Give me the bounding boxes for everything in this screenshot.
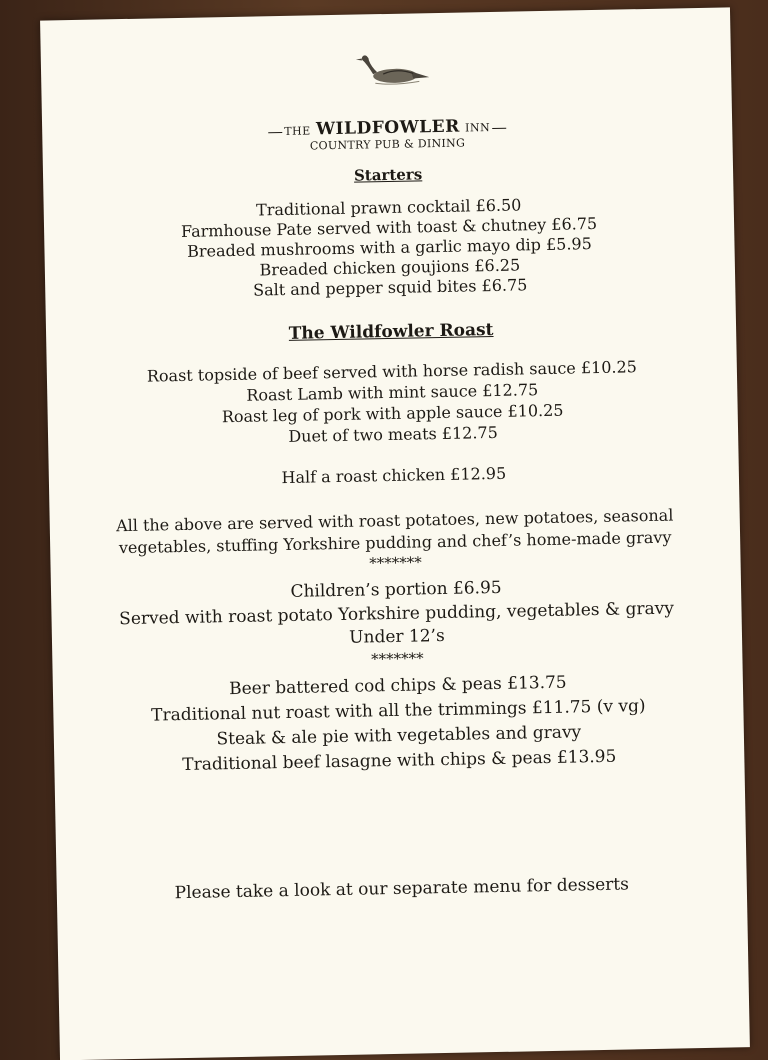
served-with-text: All the above are served with roast potatoes, new potatoes, seasonal <box>115 505 674 536</box>
menu-content <box>40 7 730 904</box>
children-portion: Children’s portion £6.95 <box>290 577 502 602</box>
roast-item: Roast topside of beef served with horse radish sauce £10.25 <box>146 357 638 386</box>
divider: ******* <box>370 649 424 669</box>
children-age: Under 12’s <box>349 625 445 648</box>
main-item: Traditional beef lasagne with chips & peas £13.95 <box>182 746 617 776</box>
roast-item: Duet of two meats £12.75 <box>288 422 498 446</box>
main-item: Steak & ale pie with vegetables and gravy <box>216 722 582 750</box>
starter-item: Traditional prawn cocktail £6.50 <box>255 195 522 220</box>
roast-item: Roast Lamb with mint sauce £12.75 <box>246 380 539 405</box>
main-item: Traditional nut roast with all the trimmings £11.75 (v vg) <box>150 696 646 726</box>
starter-item: Breaded mushrooms with a garlic mayo dip £5.95 <box>186 234 593 261</box>
menu-sheet <box>40 7 750 1060</box>
main-item: Beer battered cod chips & peas £13.75 <box>228 672 567 700</box>
served-with-text: vegetables, stuffing Yorkshire pudding and chef’s home-made gravy <box>118 527 672 558</box>
starter-item: Breaded chicken goujions £6.25 <box>259 255 521 280</box>
dessert-note: Please take a look at our separate menu for desserts <box>174 874 630 904</box>
roast-heading: The Wildfowler Roast <box>288 319 494 344</box>
inn-name: THE WILDFOWLER INN <box>42 111 732 144</box>
roast-chicken-item: Half a roast chicken £12.95 <box>281 463 507 488</box>
starters-heading: Starters <box>353 165 423 185</box>
starter-item: Farmhouse Pate served with toast & chutney £6.75 <box>180 213 598 241</box>
children-served-with: Served with roast potato Yorkshire pudding, vegetables & gravy <box>119 598 675 630</box>
roast-item: Roast leg of pork with apple sauce £10.25 <box>221 400 564 427</box>
duck-logo-icon <box>353 51 434 93</box>
divider: ******* <box>369 553 422 573</box>
inn-tagline: COUNTRY PUB & DINING <box>309 136 466 153</box>
starter-item: Salt and pepper squid bites £6.75 <box>252 275 528 300</box>
